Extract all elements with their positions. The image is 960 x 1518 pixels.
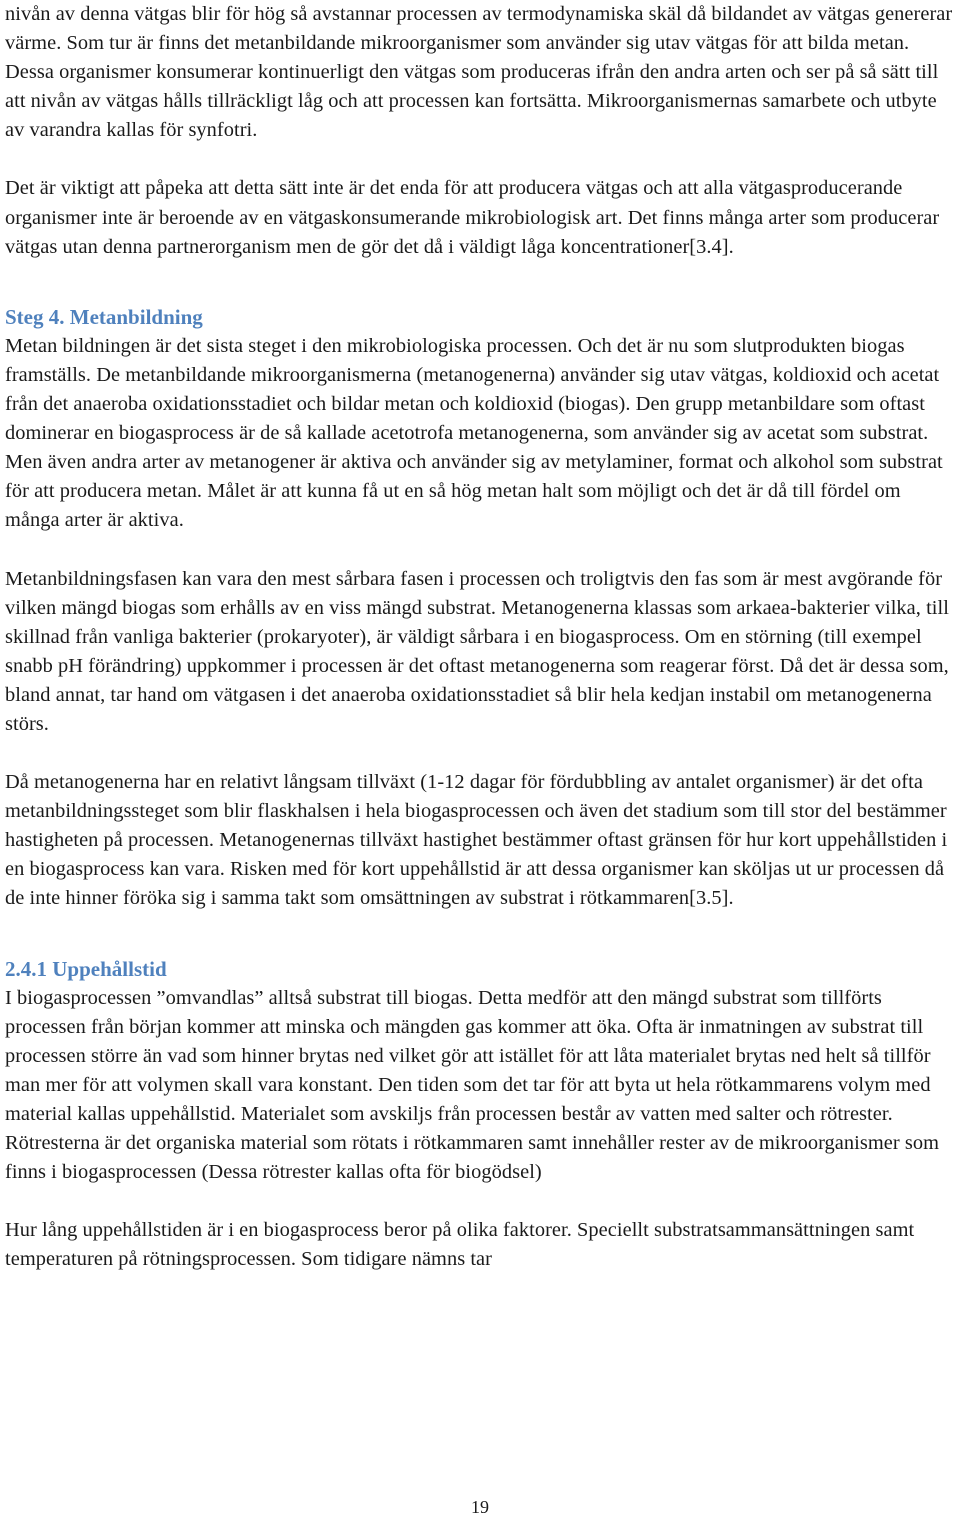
body-paragraph: Hur lång uppehållstiden är i en biogasprocess beror på olika faktorer. Speciellt substratsammansättningen samt temperaturen på rötningsprocessen. Som tidigare nämns tar [5, 1219, 915, 1271]
paragraph-gap [5, 145, 957, 174]
body-paragraph: Metan bildningen är det sista steget i den mikrobiologiska processen. Och det är nu som slutprodukten biogas framställs. De metanbildande mikroorganismerna (metanogenerna) använder sig utav vätgas, koldioxid och acetat från det anaeroba oxidationsstadiet och bildar metan och koldioxid (biogas). Den grupp metanbildare som oftast dominerar en biogasprocess är de så kallade acetotrofa metanogenerna, som använder sig av acetat som substrat. Men även andra arter av metanogener är aktiva och använder sig av metylaminer, format och alkohol som substrat för att producera metan. Målet är att kunna få ut en så hög metan halt som möjligt och det är då till fördel om många arter är aktiva. [5, 334, 943, 532]
section-heading-steg4: Steg 4. Metanbildning [5, 304, 203, 329]
paragraph-gap [5, 262, 957, 291]
body-paragraph: Metanbildningsfasen kan vara den mest sårbara fasen i processen och troligtvis den fas som är mest avgörande för vilken mängd biogas som erhålls av en viss mängd substrat. Metanogenerna klassas som arkaea-bakterier vilka, till skillnad från vanliga bakterier (prokaryoter), är väldigt sårbara i en biogasprocess. Om en störning (till exempel snabb pH förändring) uppkommer i processen är det oftast metanogenerna som reagerar först. Då det är dessa som, bland annat, tar hand om vätgasen i det anaeroba oxidationsstadiet så blir hela kedjan instabil om metanogenerna störs. [5, 567, 949, 735]
paragraph-gap [5, 536, 957, 565]
body-paragraph: I biogasprocessen ”omvandlas” alltså substrat till biogas. Detta medför att den mängd substrat som tillförts processen från början kommer att minska och mängden gas kommer att öka. Ofta är inmatningen av substrat till processen större än vad som hinner brytas ned vilket gör att istället för att låta materialet brytas ned helt så tillför man mer för att volymen skall vara konstant. Den tiden som det tar för att byta ut hela rötkammarens volym med material kallas uppehållstid. Materialet som avskiljs från processen består av vatten med salter och rötrester. Rötresterna är det organiska material som rötats i rötkammaren samt innehåller rester av de mikroorganismer som finns i biogasprocessen (Dessa rötrester kallas ofta för biogödsel) [5, 986, 939, 1184]
section-gap [5, 291, 957, 303]
body-paragraph: Då metanogenerna har en relativt långsam tillväxt (1-12 dagar för fördubbling av antalet organismer) är det ofta metanbildningssteget som blir flaskhalsen i hela biogasprocessen och även det stadium som till stor del bestämmer hastigheten på processen. Metanogenernas tillväxt hastighet bestämmer oftast gränsen för hur kort uppehållstiden i en biogasprocess kan vara. Risken med för kort uppehållstid är att dessa organismer kan sköljas ut ur processen då de inte hinner föröka sig i samma takt som omsättningen av substrat i rötkammaren[3.5]. [5, 771, 948, 910]
section-gap [5, 943, 957, 955]
paragraph-gap [5, 739, 957, 768]
document-page [5, 0, 957, 1274]
section-heading-uppehallstid: 2.4.1 Uppehållstid [5, 956, 167, 981]
paragraph-gap [5, 914, 957, 943]
paragraph-gap [5, 1187, 957, 1216]
body-paragraph: nivån av denna vätgas blir för hög så avstannar processen av termodynamiska skäl då bildandet av vätgas genererar värme. Som tur är finns det metanbildande mikroorganismer som använder sig utav vätgas för att bilda metan. Dessa organismer konsumerar kontinuerligt den vätgas som produceras ifrån den andra arten och ser på så sätt till att nivån av vätgas hålls tillräckligt låg och att processen kan fortsätta. Mikroorganismernas samarbete och utbyte av varandra kallas för synfotri. [5, 3, 953, 142]
body-paragraph: Det är viktigt att påpeka att detta sätt inte är det enda för att producera vätgas och att alla vätgasproducerande organismer inte är beroende av en vätgaskonsumerande mikrobiologisk art. Det finns många arter som producerar vätgas utan denna partnerorganism men de gör det då i väldigt låga koncentrationer[3.4]. [5, 177, 940, 258]
page-number: 19 [471, 1497, 489, 1517]
